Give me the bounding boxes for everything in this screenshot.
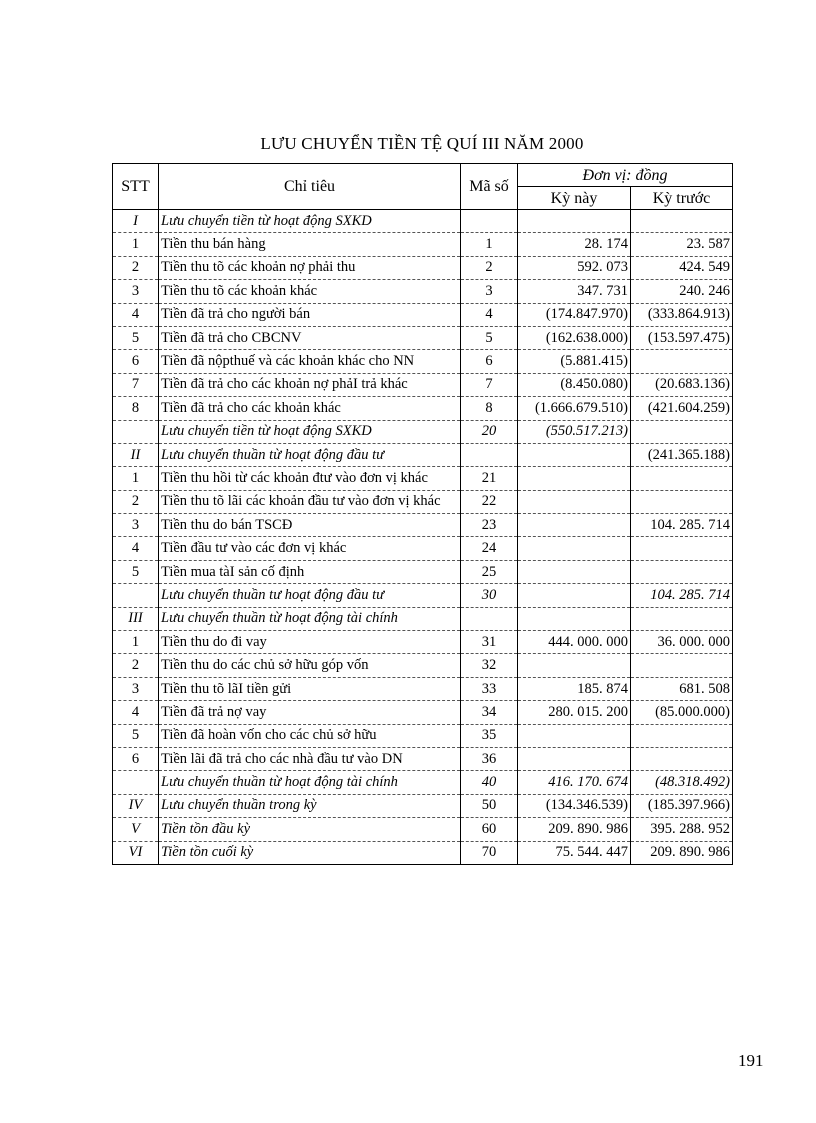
- stt-cell: III: [113, 607, 159, 630]
- previous-period-cell: 681. 508: [631, 677, 733, 700]
- current-period-cell: 347. 731: [518, 280, 631, 303]
- code-cell: 70: [461, 841, 518, 864]
- table-row: [113, 654, 733, 677]
- indicator-cell: Tiền thu hồi từ các khoản đtư vào đơn vị khác: [159, 467, 461, 490]
- stt-cell: 5: [113, 560, 159, 583]
- indicator-cell: Tiền đã trả cho các khoản nợ phảI trả khác: [159, 373, 461, 396]
- previous-period-cell: [631, 210, 733, 233]
- table-row: [113, 724, 733, 747]
- code-cell: 8: [461, 397, 518, 420]
- table-row: [113, 467, 733, 490]
- stt-cell: I: [113, 210, 159, 233]
- code-cell: [461, 607, 518, 630]
- previous-period-cell: [631, 490, 733, 513]
- header-previous-period: Kỳ trước: [631, 187, 733, 210]
- table-row: [113, 373, 733, 396]
- indicator-cell: Tiền đã hoàn vốn cho các chủ sở hữu: [159, 724, 461, 747]
- previous-period-cell: 424. 549: [631, 256, 733, 279]
- header-stt: STT: [113, 164, 159, 210]
- current-period-cell: (134.346.539): [518, 794, 631, 817]
- stt-cell: [113, 584, 159, 607]
- subtotal-row: [113, 420, 733, 443]
- section-row: [113, 818, 733, 841]
- table-row: [113, 701, 733, 724]
- current-period-cell: [518, 560, 631, 583]
- page-number: 191: [738, 1051, 764, 1070]
- table-row: [113, 514, 733, 537]
- indicator-cell: Lưu chuyển thuần trong kỳ: [159, 794, 461, 817]
- indicator-cell: Lưu chuyển tiền từ hoạt động SXKD: [159, 420, 461, 443]
- current-period-cell: [518, 467, 631, 490]
- table-row: [113, 303, 733, 326]
- indicator-cell: Tiền thu bán hàng: [159, 233, 461, 256]
- previous-period-cell: (241.365.188): [631, 443, 733, 466]
- stt-cell: 2: [113, 490, 159, 513]
- previous-period-cell: (185.397.966): [631, 794, 733, 817]
- table-row: [113, 490, 733, 513]
- header-indicator: Chỉ tiêu: [159, 164, 461, 210]
- indicator-cell: Lưu chuyển tiền từ hoạt động SXKD: [159, 210, 461, 233]
- table-row: [113, 256, 733, 279]
- code-cell: 31: [461, 631, 518, 654]
- code-cell: 20: [461, 420, 518, 443]
- subtotal-row: [113, 584, 733, 607]
- stt-cell: IV: [113, 794, 159, 817]
- indicator-cell: Tiền đã trả cho các khoản khác: [159, 397, 461, 420]
- indicator-cell: Lưu chuyển thuần từ hoạt động tài chính: [159, 607, 461, 630]
- code-cell: 25: [461, 560, 518, 583]
- section-row: [113, 443, 733, 466]
- indicator-cell: Tiền thu do đi vay: [159, 631, 461, 654]
- indicator-cell: Tiền lãi đã trả cho các nhà đầu tư vào DN: [159, 747, 461, 770]
- current-period-cell: [518, 607, 631, 630]
- stt-cell: [113, 420, 159, 443]
- indicator-cell: Lưu chuyển thuần từ hoạt động tài chính: [159, 771, 461, 794]
- stt-cell: 3: [113, 280, 159, 303]
- previous-period-cell: 209. 890. 986: [631, 841, 733, 864]
- header-code: Mã số: [461, 164, 518, 210]
- stt-cell: 1: [113, 467, 159, 490]
- previous-period-cell: [631, 560, 733, 583]
- current-period-cell: [518, 537, 631, 560]
- table-row: [113, 677, 733, 700]
- indicator-cell: Tiền thu tõ lãI tiền gửi: [159, 677, 461, 700]
- previous-period-cell: 104. 285. 714: [631, 514, 733, 537]
- current-period-cell: 185. 874: [518, 677, 631, 700]
- current-period-cell: [518, 724, 631, 747]
- previous-period-cell: [631, 537, 733, 560]
- previous-period-cell: (421.604.259): [631, 397, 733, 420]
- current-period-cell: [518, 747, 631, 770]
- indicator-cell: Tiền thu tõ các khoản khác: [159, 280, 461, 303]
- stt-cell: 6: [113, 350, 159, 373]
- code-cell: 2: [461, 256, 518, 279]
- table-row: [113, 631, 733, 654]
- previous-period-cell: 240. 246: [631, 280, 733, 303]
- table-row: [113, 560, 733, 583]
- table-row: [113, 326, 733, 349]
- indicator-cell: Tiền thu tõ lãi các khoản đầu tư vào đơn vị khác: [159, 490, 461, 513]
- current-period-cell: 28. 174: [518, 233, 631, 256]
- indicator-cell: Tiền đã trả cho người bán: [159, 303, 461, 326]
- code-cell: 34: [461, 701, 518, 724]
- stt-cell: [113, 771, 159, 794]
- code-cell: 33: [461, 677, 518, 700]
- table-row: [113, 350, 733, 373]
- previous-period-cell: [631, 350, 733, 373]
- indicator-cell: Tiền đã trả cho CBCNV: [159, 326, 461, 349]
- previous-period-cell: [631, 607, 733, 630]
- stt-cell: 4: [113, 701, 159, 724]
- stt-cell: 1: [113, 233, 159, 256]
- stt-cell: 4: [113, 303, 159, 326]
- stt-cell: 3: [113, 514, 159, 537]
- section-row: [113, 607, 733, 630]
- stt-cell: 4: [113, 537, 159, 560]
- code-cell: 4: [461, 303, 518, 326]
- previous-period-cell: [631, 467, 733, 490]
- table-row: [113, 537, 733, 560]
- indicator-cell: Tiền tồn đầu kỳ: [159, 818, 461, 841]
- code-cell: 30: [461, 584, 518, 607]
- code-cell: 35: [461, 724, 518, 747]
- current-period-cell: 416. 170. 674: [518, 771, 631, 794]
- indicator-cell: Tiền tồn cuối kỳ: [159, 841, 461, 864]
- indicator-cell: Tiền thu do bán TSCĐ: [159, 514, 461, 537]
- table-body: [113, 210, 733, 865]
- stt-cell: 5: [113, 326, 159, 349]
- current-period-cell: (174.847.970): [518, 303, 631, 326]
- header-unit: Đơn vị: đồng: [518, 164, 733, 187]
- current-period-cell: (8.450.080): [518, 373, 631, 396]
- previous-period-cell: 36. 000. 000: [631, 631, 733, 654]
- code-cell: 36: [461, 747, 518, 770]
- section-row: [113, 841, 733, 864]
- stt-cell: 1: [113, 631, 159, 654]
- previous-period-cell: (85.000.000): [631, 701, 733, 724]
- code-cell: [461, 210, 518, 233]
- code-cell: 5: [461, 326, 518, 349]
- current-period-cell: [518, 490, 631, 513]
- code-cell: 32: [461, 654, 518, 677]
- stt-cell: 2: [113, 654, 159, 677]
- current-period-cell: (550.517.213): [518, 420, 631, 443]
- header-current-period: Kỳ này: [518, 187, 631, 210]
- previous-period-cell: [631, 420, 733, 443]
- stt-cell: 3: [113, 677, 159, 700]
- current-period-cell: [518, 584, 631, 607]
- previous-period-cell: 395. 288. 952: [631, 818, 733, 841]
- current-period-cell: [518, 210, 631, 233]
- stt-cell: V: [113, 818, 159, 841]
- table-row: [113, 280, 733, 303]
- stt-cell: 2: [113, 256, 159, 279]
- previous-period-cell: (333.864.913): [631, 303, 733, 326]
- indicator-cell: Tiền đầu tư vào các đơn vị khác: [159, 537, 461, 560]
- code-cell: 22: [461, 490, 518, 513]
- current-period-cell: [518, 443, 631, 466]
- code-cell: 7: [461, 373, 518, 396]
- current-period-cell: (162.638.000): [518, 326, 631, 349]
- code-cell: 21: [461, 467, 518, 490]
- section-row: [113, 794, 733, 817]
- stt-cell: 7: [113, 373, 159, 396]
- code-cell: [461, 443, 518, 466]
- stt-cell: 6: [113, 747, 159, 770]
- code-cell: 40: [461, 771, 518, 794]
- previous-period-cell: (153.597.475): [631, 326, 733, 349]
- stt-cell: VI: [113, 841, 159, 864]
- current-period-cell: 75. 544. 447: [518, 841, 631, 864]
- code-cell: 50: [461, 794, 518, 817]
- previous-period-cell: [631, 747, 733, 770]
- indicator-cell: Lưu chuyển thuần từ hoạt động đầu tư: [159, 443, 461, 466]
- current-period-cell: 280. 015. 200: [518, 701, 631, 724]
- previous-period-cell: (20.683.136): [631, 373, 733, 396]
- table-row: [113, 397, 733, 420]
- previous-period-cell: 23. 587: [631, 233, 733, 256]
- previous-period-cell: (48.318.492): [631, 771, 733, 794]
- subtotal-row: [113, 771, 733, 794]
- code-cell: 60: [461, 818, 518, 841]
- previous-period-cell: 104. 285. 714: [631, 584, 733, 607]
- indicator-cell: Tiền mua tàI sản cố định: [159, 560, 461, 583]
- indicator-cell: Tiền thu do các chủ sở hữu góp vốn: [159, 654, 461, 677]
- current-period-cell: 209. 890. 986: [518, 818, 631, 841]
- indicator-cell: Tiền đã nộpthuế và các khoản khác cho NN: [159, 350, 461, 373]
- code-cell: 23: [461, 514, 518, 537]
- current-period-cell: [518, 514, 631, 537]
- current-period-cell: (1.666.679.510): [518, 397, 631, 420]
- indicator-cell: Tiền đã trả nợ vay: [159, 701, 461, 724]
- current-period-cell: (5.881.415): [518, 350, 631, 373]
- stt-cell: 8: [113, 397, 159, 420]
- code-cell: 3: [461, 280, 518, 303]
- table-row: [113, 233, 733, 256]
- code-cell: 24: [461, 537, 518, 560]
- page-title: LƯU CHUYỂN TIỀN TỆ QUÍ III NĂM 2000: [260, 134, 584, 153]
- previous-period-cell: [631, 654, 733, 677]
- indicator-cell: Tiền thu tõ các khoản nợ phải thu: [159, 256, 461, 279]
- table-row: [113, 747, 733, 770]
- stt-cell: 5: [113, 724, 159, 747]
- stt-cell: II: [113, 443, 159, 466]
- current-period-cell: 444. 000. 000: [518, 631, 631, 654]
- section-row: [113, 210, 733, 233]
- previous-period-cell: [631, 724, 733, 747]
- current-period-cell: 592. 073: [518, 256, 631, 279]
- current-period-cell: [518, 654, 631, 677]
- code-cell: 6: [461, 350, 518, 373]
- cash-flow-table: [112, 163, 733, 865]
- code-cell: 1: [461, 233, 518, 256]
- indicator-cell: Lưu chuyển thuần tư hoạt động đầu tư: [159, 584, 461, 607]
